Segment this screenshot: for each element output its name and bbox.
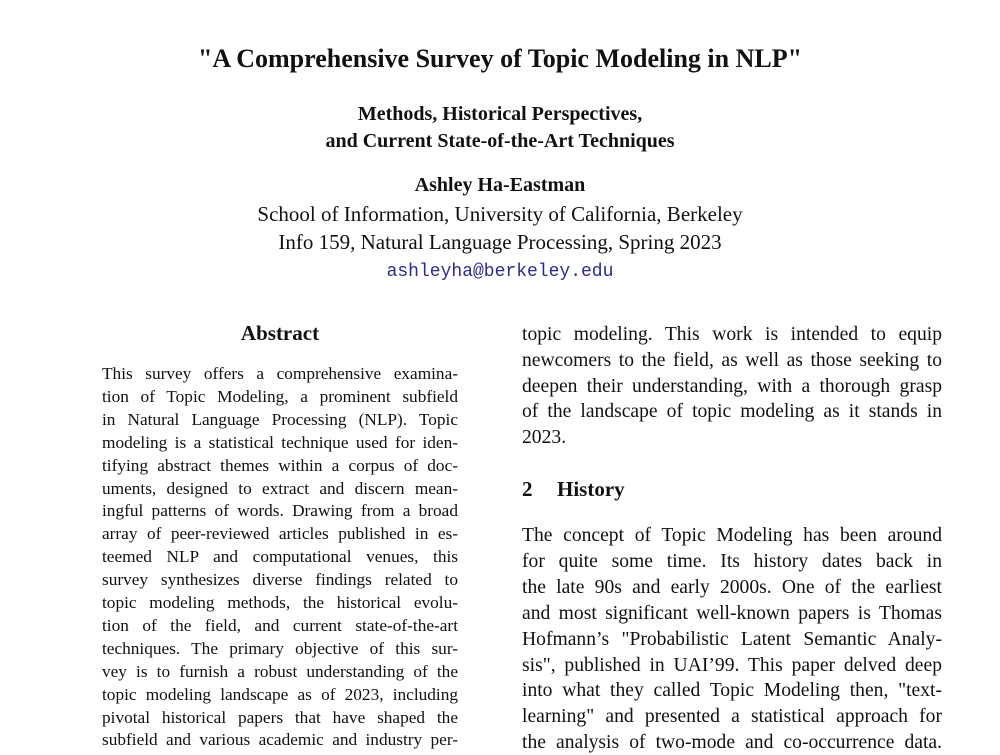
text-line: and most significant well-known papers is Thomas <box>522 602 942 624</box>
section-heading-history <box>522 477 625 502</box>
text-line: subfield and various academic and industry per- <box>102 730 458 750</box>
text-line: in Natural Language Processing (NLP). Topic <box>102 409 458 429</box>
text-line: tion of Topic Modeling, a prominent subfield <box>102 386 458 406</box>
text-line: topic modeling landscape as of 2023, including <box>102 684 458 704</box>
section-title: History <box>557 477 625 501</box>
paper-subtitle-line-2: and Current State-of-the-Art Techniques <box>325 130 675 152</box>
text-line: topic modeling. This work is intended to equip <box>522 324 942 345</box>
paper-title: "A Comprehensive Survey of Topic Modeling in NLP" <box>197 44 803 73</box>
affiliation-line-1: School of Information, University of California, Berkeley <box>257 202 743 226</box>
text-line: sis", published in UAI’99. This paper delved deep <box>522 654 942 676</box>
text-line: techniques. The primary objective of this sur- <box>102 638 458 658</box>
text-line: The concept of Topic Modeling has been around <box>522 525 942 546</box>
text-line: survey synthesizes diverse findings related to <box>102 570 458 590</box>
text-line: This survey offers a comprehensive examina- <box>102 364 458 383</box>
text-line: topic modeling methods, the historical evolu- <box>102 593 458 612</box>
text-line: newcomers to the field, as well as those seeking to <box>522 349 942 371</box>
text-line: Hofmann’s "Probabilistic Latent Semantic Analy- <box>522 628 942 650</box>
text-line: of the landscape of topic modeling as it stands in <box>522 401 942 423</box>
text-line: the analysis of two-mode and co-occurrence data. <box>522 732 942 754</box>
text-line: vey is to furnish a robust understanding of the <box>102 661 458 681</box>
text-line: array of peer-reviewed articles published in es- <box>102 524 458 544</box>
text-line: tifying abstract themes within a corpus of doc- <box>102 455 458 475</box>
text-line: for quite some time. Its history dates back in <box>522 550 942 572</box>
text-line: 2023. <box>522 427 567 449</box>
affiliation-line-2: Info 159, Natural Language Processing, Spring 2023 <box>278 230 722 254</box>
abstract-heading: Abstract <box>240 321 320 345</box>
text-line: into what they called Topic Modeling then, "text- <box>522 680 942 702</box>
author-name: Ashley Ha-Eastman <box>414 174 586 196</box>
text-line: ingful patterns of words. Drawing from a broad <box>102 501 458 521</box>
author-email[interactable]: ashleyha@berkeley.edu <box>386 262 614 282</box>
text-line: uments, designed to extract and discern mean- <box>102 478 458 498</box>
text-line: the late 90s and early 2000s. One of the earliest <box>522 576 942 598</box>
paper-subtitle-line-1: Methods, Historical Perspectives, <box>357 103 643 125</box>
text-line: deepen their understanding, with a thorough grasp <box>522 375 942 397</box>
text-line: modeling is a statistical technique used for iden- <box>102 432 458 452</box>
text-line: tion of the field, and current state-of-the-art <box>102 615 458 635</box>
text-line: teemed NLP and computational venues, this <box>102 547 458 567</box>
text-line: learning" and presented a statistical approach for <box>522 706 942 728</box>
section-number: 2 <box>522 477 533 501</box>
text-line: pivotal historical papers that have shaped the <box>102 707 458 727</box>
